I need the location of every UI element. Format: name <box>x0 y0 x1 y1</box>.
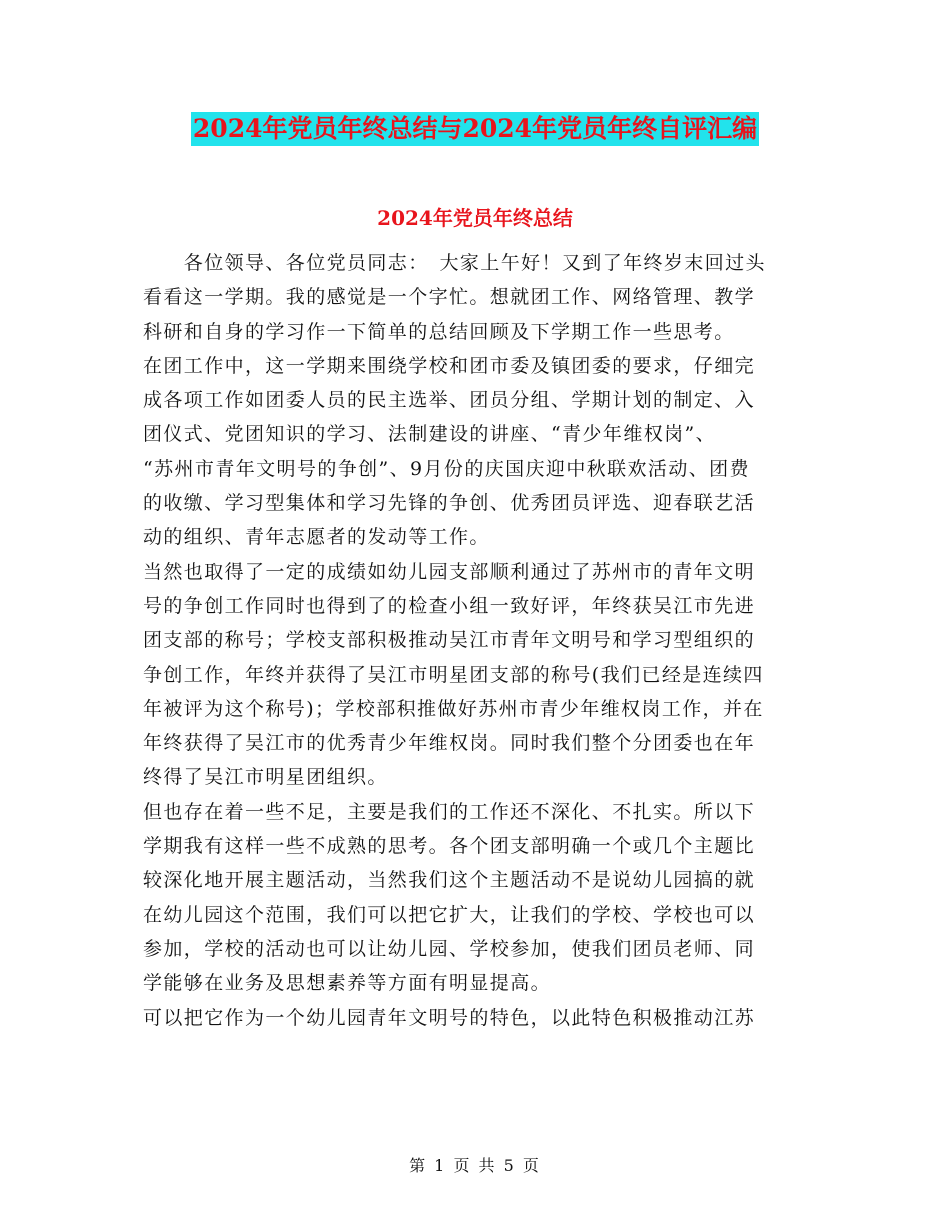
document-title: 2024年党员年终总结与2024年党员年终自评汇编 <box>191 112 759 146</box>
body-text-line: 但也存在着一些不足，主要是我们的工作还不深化、不扎实。所以下 <box>143 800 756 823</box>
body-text-line: 学期我有这样一些不成熟的思考。各个团支部明确一个或几个主题比 <box>143 835 756 858</box>
body-text-line: 团仪式、党团知识的学习、法制建设的讲座、“青少年维权岗”、 <box>143 423 717 446</box>
body-text-line: “苏州市青年文明号的争创”、9月份的庆国庆迎中秋联欢活动、团费 <box>143 457 750 480</box>
body-text-line: 年被评为这个称号)；学校部积推做好苏州市青少年维权岗工作，并在 <box>143 697 764 720</box>
body-text-line: 号的争创工作同时也得到了的检查小组一致好评，年终获吴江市先进 <box>143 594 756 617</box>
body-text-line: 可以把它作为一个幼儿园青年文明号的特色，以此特色积极推动江苏 <box>143 1006 756 1029</box>
body-text-line: 的收缴、学习型集体和学习先锋的争创、优秀团员评选、迎春联艺活 <box>143 492 756 515</box>
document-title-container <box>0 112 950 146</box>
body-text-line: 当然也取得了一定的成绩如幼儿园支部顺利通过了苏州市的青年文明 <box>143 560 756 583</box>
body-text-line: 较深化地开展主题活动，当然我们这个主题活动不是说幼儿园搞的就 <box>143 869 756 892</box>
body-text-line: 争创工作，年终并获得了吴江市明星团支部的称号(我们已经是连续四 <box>143 663 764 686</box>
body-text-line: 参加，学校的活动也可以让幼儿园、学校参加，使我们团员老师、同 <box>143 937 756 960</box>
body-text-line: 看看这一学期。我的感觉是一个字忙。想就团工作、网络管理、教学 <box>143 286 756 309</box>
body-text-line: 学能够在业务及思想素养等方面有明显提高。 <box>143 972 552 995</box>
body-text-line: 在团工作中，这一学期来围绕学校和团市委及镇团委的要求，仔细完 <box>143 354 756 377</box>
body-text-line: 团支部的称号；学校支部积极推动吴江市青年文明号和学习型组织的 <box>143 629 756 652</box>
body-text-line: 年终获得了吴江市的优秀青少年维权岗。同时我们整个分团委也在年 <box>143 732 756 755</box>
body-text-line: 科研和自身的学习作一下简单的总结回顾及下学期工作一些思考。 <box>143 320 735 343</box>
body-text-line: 动的组织、青年志愿者的发动等工作。 <box>143 526 490 549</box>
page-footer: 第 1 页 共 5 页 <box>409 1156 541 1175</box>
section-title: 2024年党员年终总结 <box>377 206 573 230</box>
body-text-line: 在幼儿园这个范围，我们可以把它扩大，让我们的学校、学校也可以 <box>143 903 756 926</box>
document-body <box>143 246 803 1035</box>
body-text-line: 成各项工作如团委人员的民主选举、团员分组、学期计划的制定、入 <box>143 389 756 412</box>
body-text-line: 终得了吴江市明星团组织。 <box>143 766 388 789</box>
body-text-line: 各位领导、各位党员同志： 大家上午好！又到了年终岁末回过头 <box>143 252 766 274</box>
